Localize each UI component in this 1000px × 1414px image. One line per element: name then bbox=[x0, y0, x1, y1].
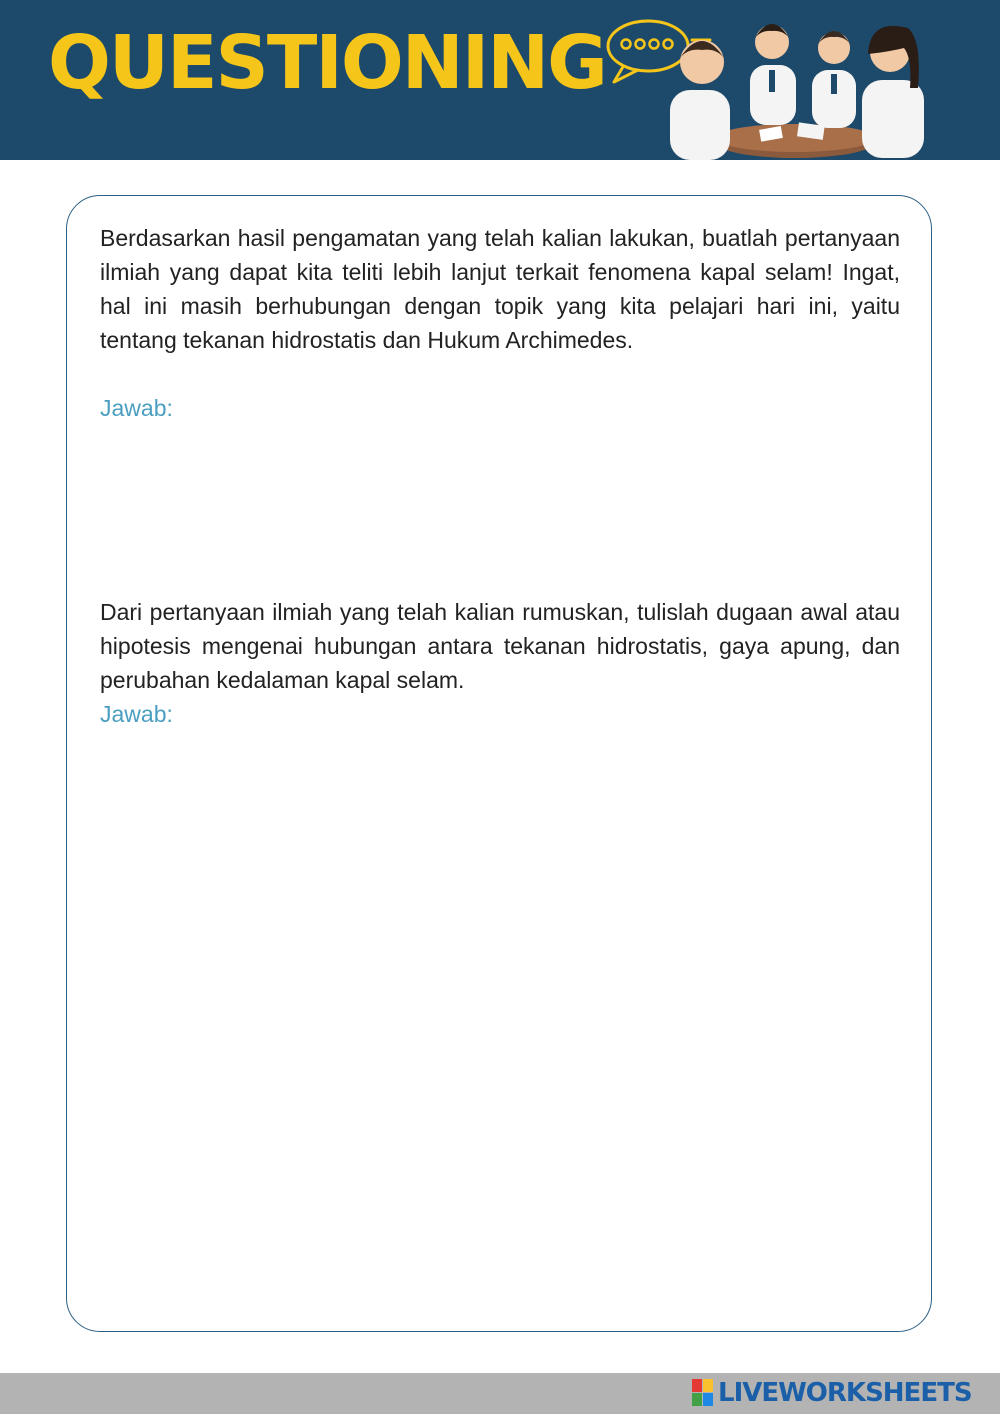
students-discussion-illustration bbox=[600, 10, 940, 160]
liveworksheets-logo-icon bbox=[692, 1379, 714, 1407]
question-card bbox=[66, 195, 932, 1332]
liveworksheets-brand[interactable]: LIVEWORKSHEETS bbox=[718, 1378, 972, 1408]
question-1-text: Berdasarkan hasil pengamatan yang telah kalian lakukan, buatlah pertanyaan ilmiah yang dapat kita teliti lebih lanjut terkait fenomena kapal selam! Ingat, hal ini masih berhubungan dengan topik yang kita pelajari hari ini, yaitu tentang tekanan hidrostatis dan Hukum Archimedes. bbox=[100, 225, 900, 353]
page-title: QUESTIONING bbox=[48, 20, 606, 106]
answer-label-2: Jawab: bbox=[100, 701, 173, 727]
question-2-text: Dari pertanyaan ilmiah yang telah kalian rumuskan, tulislah dugaan awal atau hipotesis mengenai hubungan antara tekanan hidrostatis, gaya apung, dan perubahan kedalaman kapal selam. bbox=[100, 599, 900, 693]
answer-label-1: Jawab: bbox=[100, 395, 173, 421]
